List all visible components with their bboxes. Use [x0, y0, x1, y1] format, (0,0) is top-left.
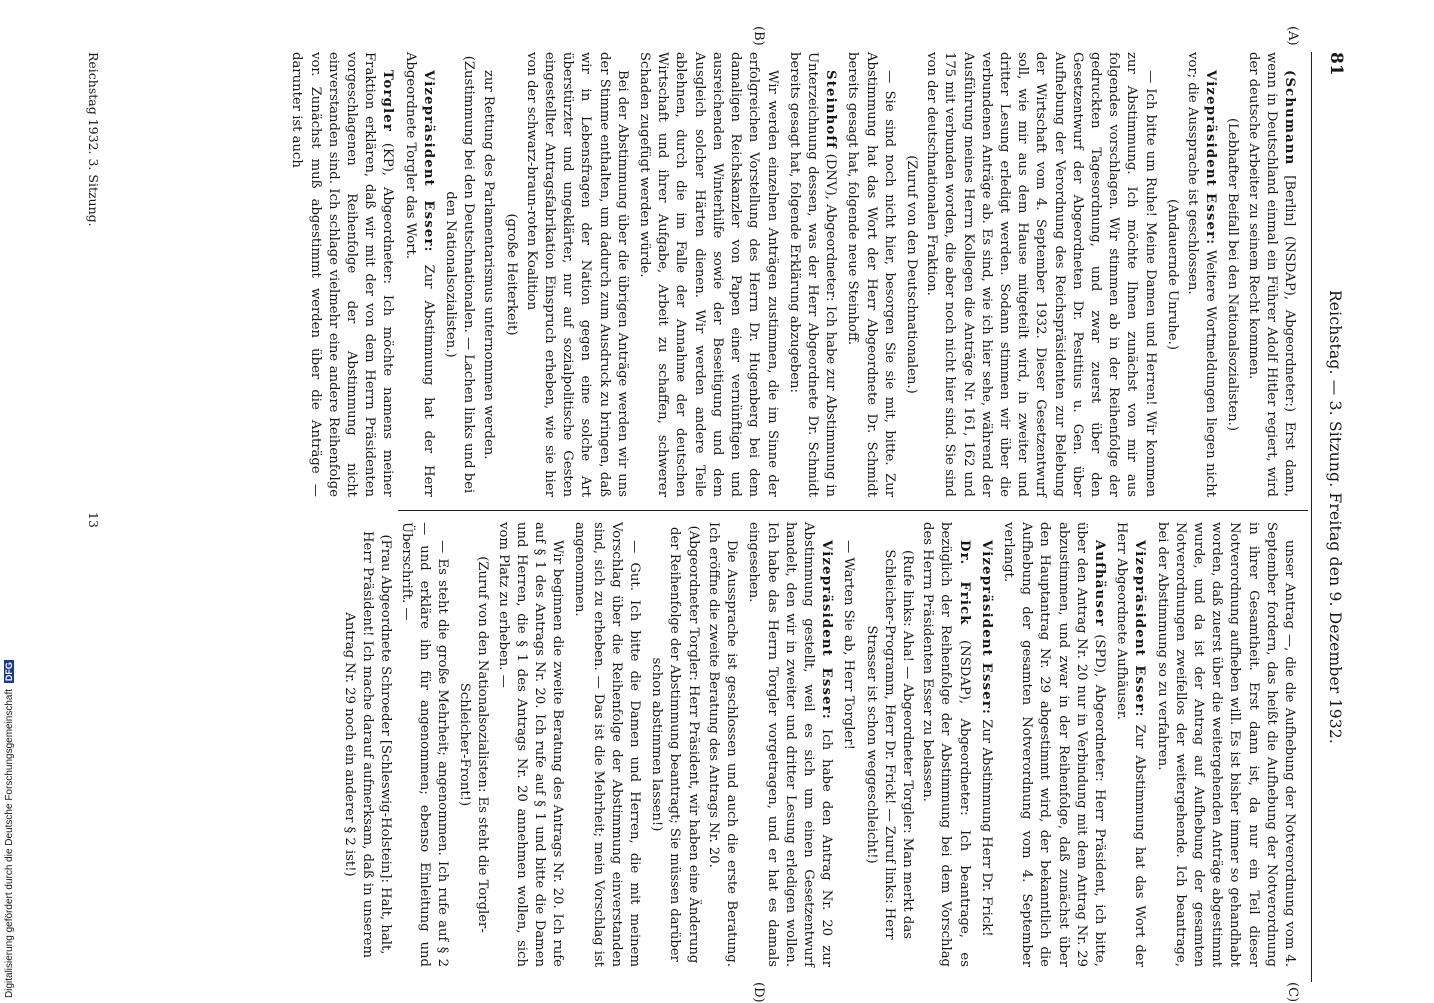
interjection: (Zuruf von den Deutschnationalen.): [903, 155, 919, 394]
paragraph: [704, 522, 740, 967]
paragraph: [479, 52, 497, 497]
speaker-name: Vizepräsident Esser:: [420, 70, 436, 253]
interjection: (Abgeordneter Torgler: Herr Präsident, wir haben eine Änderung der Reihenfolge der Abstimmung beantragt; Sie müssen darüber schon abstimmen lassen!): [649, 525, 701, 964]
margin-mark-b: (B): [751, 26, 766, 46]
speaker-name: Dr. Frick: [956, 540, 972, 626]
paragraph-text: Zur Abstimmung Herr Dr. Frick!: [978, 715, 994, 937]
dfg-logo: DFG: [4, 662, 14, 682]
paragraph: [493, 522, 566, 967]
paragraph-text: [Berlin] (NSDAP), Abgeordneter:) Erst dann, wenn in Deutschland einmal ein Führer Adolf Hitler regiert, wird der deutsche Arbeiter zu seinem Recht kommen.: [1245, 52, 1297, 497]
credit-text: Digitalisierung gefördert durch die Deutsche Forschungsgemeinschaft: [4, 688, 15, 998]
paragraph-text: (DNV), Abgeordneter: Ich habe zur Abstimmung in Unterzeichnung dessen, was der Herr Abgeordnete Dr. Schmidt bereits gesagt hat, folgende Erklärung abzugeben:: [786, 52, 839, 497]
paragraph-text: (NSDAP), Abgeordneter: Ich beantrage, es bezüglich der Reihenfolge der Abstimmung bei dem Vorschlag des Herrn Präsidenten Esser zu belassen.: [920, 522, 972, 967]
paragraph: [570, 522, 643, 967]
paragraph-text: unser Antrag —, die die Aufhebung der Notverordnung vom 4. September fordern, das heißt die Aufhebung der Notverordnung in ihrer Gesamtheit. Erst dann ist, da nur ein Teil dieser Notverordnung aufheben will. Es ist bisher immer so gehandhabt worden, daß zuerst über die weitergehenden Anträge abgestimmt wurde, und da ist der Antrag auf Aufhebung der gesamten Notverordnungen zweifellos der weitergehende. Ich beantrage, bei der Abstimmung so zu verfahren.: [1154, 522, 1297, 967]
interjection: (Frau Abgeordnete Schroeder [Schleswig-Holstein]: Halt, halt, Herr Präsident! Ich mache darauf aufmerksam, daß in unserem Antrag Nr. 29 noch ein anderer § 2 ist!): [342, 531, 394, 958]
paragraph-text: Die Aussprache ist geschlossen und auch die erste Beratung. Ich eröffne die zweite Beratung des Antrags Nr. 20.: [705, 522, 740, 967]
paragraph: [287, 52, 396, 497]
paragraph: [744, 522, 835, 967]
paragraph-text: (KP), Abgeordneter: Ich möchte namens meiner Fraktion erklären, daß wir mit der von dem Herrn Präsidenten vorgeschlagenen Reihenfolge der Abstimmung nicht einverstanden sind. Ich schlage vielmehr eine andere Reihenfolge vor. Zunächst muß abgestimmt werden über die Anträge — darunter ist auch: [289, 52, 396, 497]
header-page-number-left: 81: [1326, 52, 1346, 76]
paragraph: [977, 522, 995, 967]
paragraph: [918, 522, 973, 967]
margin-mark-c: (C): [1285, 982, 1300, 1003]
footer-page-number: 13: [86, 512, 101, 528]
speaker-name: Vizepräsident Esser:: [819, 540, 835, 720]
header-title: Reichstag. — 3. Sitzung. Freitag den 9. Dezember 1932.: [1326, 289, 1344, 745]
speaker-name: Vizepräsident Esser:: [1203, 70, 1219, 246]
paragraph-text: — Gut. Ich bitte die Damen und Herren, die mit meinem Vorschlag über die Reihenfolge der Abstimmung einverstanden sind, sich zu erheben. — Das ist die Mehrheit; mein Vorschlag ist angenommen.: [572, 522, 643, 967]
interjection: (Rufe links: Aha! — Abgeordneter Torgler: Man merkt das Schleicher-Programm, Herr Dr. Frick! — Zuruf links: Herr Strasser ist schon weggeschleicht!): [863, 549, 915, 940]
margin-mark-d: (D): [751, 982, 766, 1003]
paragraph-text: zur Rettung des Parlamentarismus unternommen werden.: [481, 70, 497, 460]
speaker-name: (Schumann: [1282, 70, 1297, 166]
speaker-name: Vizepräsident Esser:: [978, 540, 994, 716]
digitization-credit: [4, 598, 18, 998]
speaker-name: Torgler: [380, 70, 396, 133]
left-column: [287, 52, 1302, 497]
paragraph-text: Wir werden einzelnen Anträgen zustimmen, die im Sinne der erfolgreichen Vorstellung des Herrn Dr. Hugenberg bei dem damaligen Reichskanzler von Papen einer vernünftigen und ausreichenden Winterhilfe sowie der Beseitigung und dem Ausgleich solcher Härten dienen. Wir werden andere Teile ablehnen, durch die im Falle der Annahme der deutschen Wirtschaft und ihrer Aufgabe, Arbeit zu schaffen, schwerer Schaden zugefügt werden würde.: [637, 52, 780, 497]
paragraph: [785, 52, 840, 497]
paragraph: [400, 52, 436, 497]
paragraph-text: Bei der Abstimmung über die übrigen Anträge werden wir uns der Stimme enthalten, um dadurch zum Ausdruck zu bringen, daß wir in Lebensfragen der Nation gegen eine solche Art überstürzter und ungeklärter, nur auf sozialpolitische Gesten eingestellter Antragsfabrikation Einspruch erheben, wie sie hier von der schwarz-braun-roten Koalition: [523, 52, 630, 497]
margin-mark-a: (A): [1285, 26, 1300, 46]
paragraph-text: — Ich bitte um Ruhe! Meine Damen und Herren! Wir kommen zur Abstimmung. Ich möchte Ihnen zunächst von mir aus folgendes vorschlagen. Wir stimmen ab in der Reihenfolge der gedruckten Tagesordnung, und zwar zuerst über den Gesetzentwurf der Abgeordneten Dr. Pestitius u. Gen. über Aufhebung der Verordnung des Reichspräsidenten zur Belebung der Wirtschaft vom 4. September 1932. Dieser Gesetzentwurf soll, wie mir aus dem Hause mitgeteilt wird, in zweiter und dritter Lesung erledigt werden. Sodann stimmen wir über die verbundenen Anträge ab. Es sind, wie ich hier sehe, während der Ausführung meines Herrn Kollegen die Anträge Nr. 161, 162 und 175 mit verbunden worden, die aber noch nicht hier sind. Sie sind von der deutschnationalen Fraktion.: [924, 52, 1158, 497]
paragraph-text: Wir beginnen die zweite Beratung des Antrags Nr. 20. Ich rufe auf § 1 des Antrags Nr. 20. Ich rufe auf § 1 und bitte die Damen und Herren, die § 1 des Antrags Nr. 20 annehmen wollen, sich vom Platz zu erheben. —: [495, 522, 566, 967]
speaker-name: Steinhoff: [823, 70, 839, 150]
document-page: [76, 26, 1346, 1003]
paragraph-text: — Es steht die große Mehrheit; angenommen. Ich rufe auf § 2 — und erkläre ihn für angenommen; ebenso Einleitung und Überschrift. —: [398, 522, 451, 967]
paragraph: [1152, 522, 1298, 967]
paragraph: [396, 522, 451, 967]
paragraph: [1243, 52, 1298, 497]
footer-session: Reichstag 1932. 3. Sitzung.: [86, 52, 101, 227]
speaker-name: Aufhäuser: [1091, 540, 1107, 627]
paragraph: [922, 52, 1159, 497]
paragraph-text: — Sie sind noch nicht hier, besorgen Sie sie mit, bitte. Zur Abstimmung hat das Wort der Herr Abgeordnete Dr. Schmidt bereits gesagt hat, folgende neue Steinhoff.: [845, 52, 897, 497]
paragraph: [843, 52, 898, 497]
interjection: (Andauernde Unruhe.): [1164, 198, 1180, 351]
paragraph-text: — Warten Sie ab, Herr Torgler!: [841, 540, 857, 750]
paragraph-text: Zur Abstimmung hat das Wort der Herr Abgeordnete Aufhäuser.: [1114, 522, 1148, 967]
interjection: (Lebhafter Beifall bei den Nationalsozialisten.): [1225, 118, 1241, 431]
paragraph: [1183, 52, 1219, 497]
paragraph: [1112, 522, 1148, 967]
interjection: (Zuruf von den Nationalsozialisten: Es steht die Torgler-Schleicher-Front!): [457, 556, 491, 933]
paragraph: [635, 52, 781, 497]
paragraph-text: Zur Abstimmung hat der Herr Abgeordnete Torgler das Wort.: [402, 52, 436, 497]
paragraph-text: (SPD), Abgeordneter: Herr Präsident, ich bitte, über den Antrag Nr. 20 nur in Verbindung mit dem Antrag Nr. 29 abzustimmen, und zwar in der Reihenfolge, daß zunächst über den Hauptantrag Nr. 29 abgestimmt wird, der bekanntlich die Aufhebung der gesamten Notverordnung vom 4. September verlangt.: [1000, 522, 1107, 967]
paragraph-text: Weitere Wortmeldungen liegen nicht vor; die Aussprache ist geschlossen.: [1184, 52, 1219, 497]
paragraph: [522, 52, 631, 497]
interjection: (große Heiterkeit): [503, 213, 519, 336]
right-column: [338, 522, 1302, 967]
column-divider: [398, 510, 1308, 511]
interjection: (Zustimmung bei den Deutschnationalen. — Lachen links und bei den Nationalsozialisten.): [443, 55, 477, 494]
paragraph-text: Ich habe den Antrag Nr. 20 zur Abstimmung gestellt, weil es sich um einen Gesetzentwurf handelt, den wir in zweiter und dritter Lesung erledigen wollen. Ich habe das Herrn Torgler vorgetragen, und er hat es damals eingesehen.: [746, 522, 835, 967]
paragraph: [999, 522, 1108, 967]
header-rule: [1311, 52, 1312, 982]
page-header: [1316, 52, 1346, 982]
paragraph: [839, 522, 857, 967]
speaker-name: Vizepräsident Esser:: [1132, 540, 1148, 718]
